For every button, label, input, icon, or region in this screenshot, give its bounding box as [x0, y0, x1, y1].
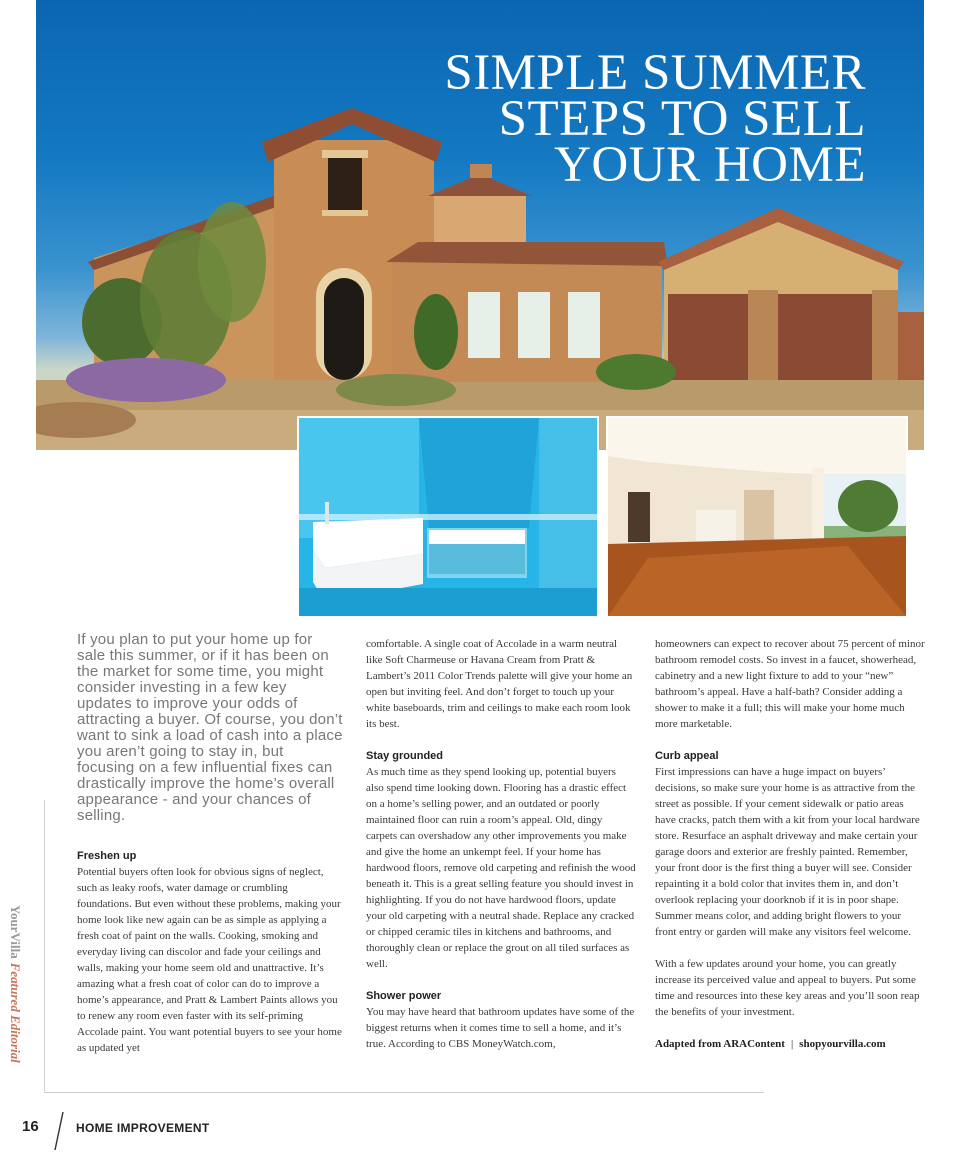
- body-shower-power-continued: homeowners can expect to recover about 75 percent of minor bathroom remodel costs. So invest in a faucet, showerhead, cabinetry and a new light fixture to add to your “new” bathroom’s appeal. Have a half-bath? Consider adding a shower to make it a full; this will make your home much more marketable.: [655, 638, 925, 730]
- heading-shower-power: Shower power: [366, 990, 442, 1002]
- column-1: [77, 632, 343, 1056]
- credit-site: shopyourvilla.com: [799, 1038, 886, 1050]
- side-tagline: Featured Editorial: [8, 962, 23, 1063]
- side-brand: YourVilla: [8, 905, 23, 959]
- side-label: [8, 905, 42, 1095]
- headline-line-3: YOUR HOME: [554, 137, 866, 193]
- article-headline: [346, 45, 866, 193]
- footer-divider: [44, 1092, 764, 1093]
- headline-line-1: SIMPLE SUMMER: [444, 45, 866, 101]
- heading-freshen-up: Freshen up: [77, 850, 137, 862]
- hero-photo: [36, 0, 924, 450]
- footer-slash-divider: [52, 1110, 66, 1152]
- body-stay-grounded: As much time as they spend looking up, potential buyers also spend time looking down. Flooring has a drastic effect on a home’s selling power, and an outdated or poorly maintained floor can ruin a room’s appeal. Old, dingy carpets can overshadow any other improvements you make and give the home an unkempt feel. If your home has hardwood floors, remove old carpeting and refinish the wood beneath it. This is a great selling feature you should invest in highlighting. If you do not have hardwood floors, update your old carpeting with a neutral shade. Replace any cracked or chipped ceramic tiles in kitchens and bathrooms, and thoroughly clean or replace the grout on all tiled surfaces as well.: [366, 766, 636, 970]
- side-divider: [44, 800, 45, 1092]
- heading-stay-grounded: Stay grounded: [366, 750, 444, 762]
- closing-paragraph: With a few updates around your home, you can greatly increase its perceived value and appeal to buyers. Put some time and resources into these key areas and you’ll soon reap the benefits of your investment.: [655, 958, 920, 1018]
- credit-separator: |: [790, 1038, 794, 1050]
- page-number: 16: [22, 1118, 39, 1135]
- heading-curb-appeal: Curb appeal: [655, 750, 719, 762]
- intro-paragraph: If you plan to put your home up for sale this summer, or if it has been on the market for some time, you might consider investing in a few key updates to improve your odds of attracting a buyer. Of course, you don’t want to sink a load of cash into a place you aren’t going to stay in, but focusing on a few influential fixes can drastically improve the home’s overall appearance - and your chances of selling.: [77, 631, 343, 824]
- section-name: HOME IMPROVEMENT: [76, 1121, 210, 1135]
- body-curb-appeal: First impressions can have a huge impact on buyers’ decisions, so make sure your home is as attractive from the street as possible. If your cement sidewalk or patio areas have cracks, patch them with a kit from your local hardware store. Resurface an asphalt driveway and make certain your garage doors and exterior are freshly painted. Remember, your front door is the first thing a buyer will see. Consider repainting it a bold color that invites them in, and don’t overlook replacing your doorknob if it is in poor shape. Summer means color, and adding bright flowers to your front entry or garden will make any visitors feel welcome.: [655, 766, 920, 938]
- body-freshen-up-continued: comfortable. A single coat of Accolade in a warm neutral like Soft Charmeuse or Havana Cream from Pratt & Lambert’s 2011 Color Trends palette will give your home an open but inviting feel. And don’t forget to touch up your white baseboards, trim and ceilings to make each room look its best.: [366, 638, 633, 730]
- living-room-photo: [606, 416, 908, 618]
- column-2: [366, 636, 636, 1052]
- article-credit: [655, 1036, 925, 1052]
- headline-line-2: STEPS TO SELL: [498, 91, 866, 147]
- body-shower-power: You may have heard that bathroom updates have some of the biggest returns when it comes time to sell a home, and it’s true. According to CBS MoneyWatch.com,: [366, 1006, 635, 1050]
- body-freshen-up: Potential buyers often look for obvious signs of neglect, such as leaky roofs, water damage or crumbling foundations. But even without these problems, making your home look like new again can be as simple as applying a fresh coat of paint on the walls. Cooking, smoking and everyday living can discolor and fade your ceilings and walls, making your home seem old and unattractive. It’s amazing what a fresh coat of color can do to improve a home’s appearance, and Pratt & Lambert Paints allows you to renew any room even faster with its self-priming Accolade paint. You want potential buyers to see your home as updated yet: [77, 866, 342, 1054]
- credit-source: Adapted from ARAContent: [655, 1038, 785, 1050]
- bathroom-photo: [297, 416, 599, 618]
- column-3: [655, 636, 925, 1052]
